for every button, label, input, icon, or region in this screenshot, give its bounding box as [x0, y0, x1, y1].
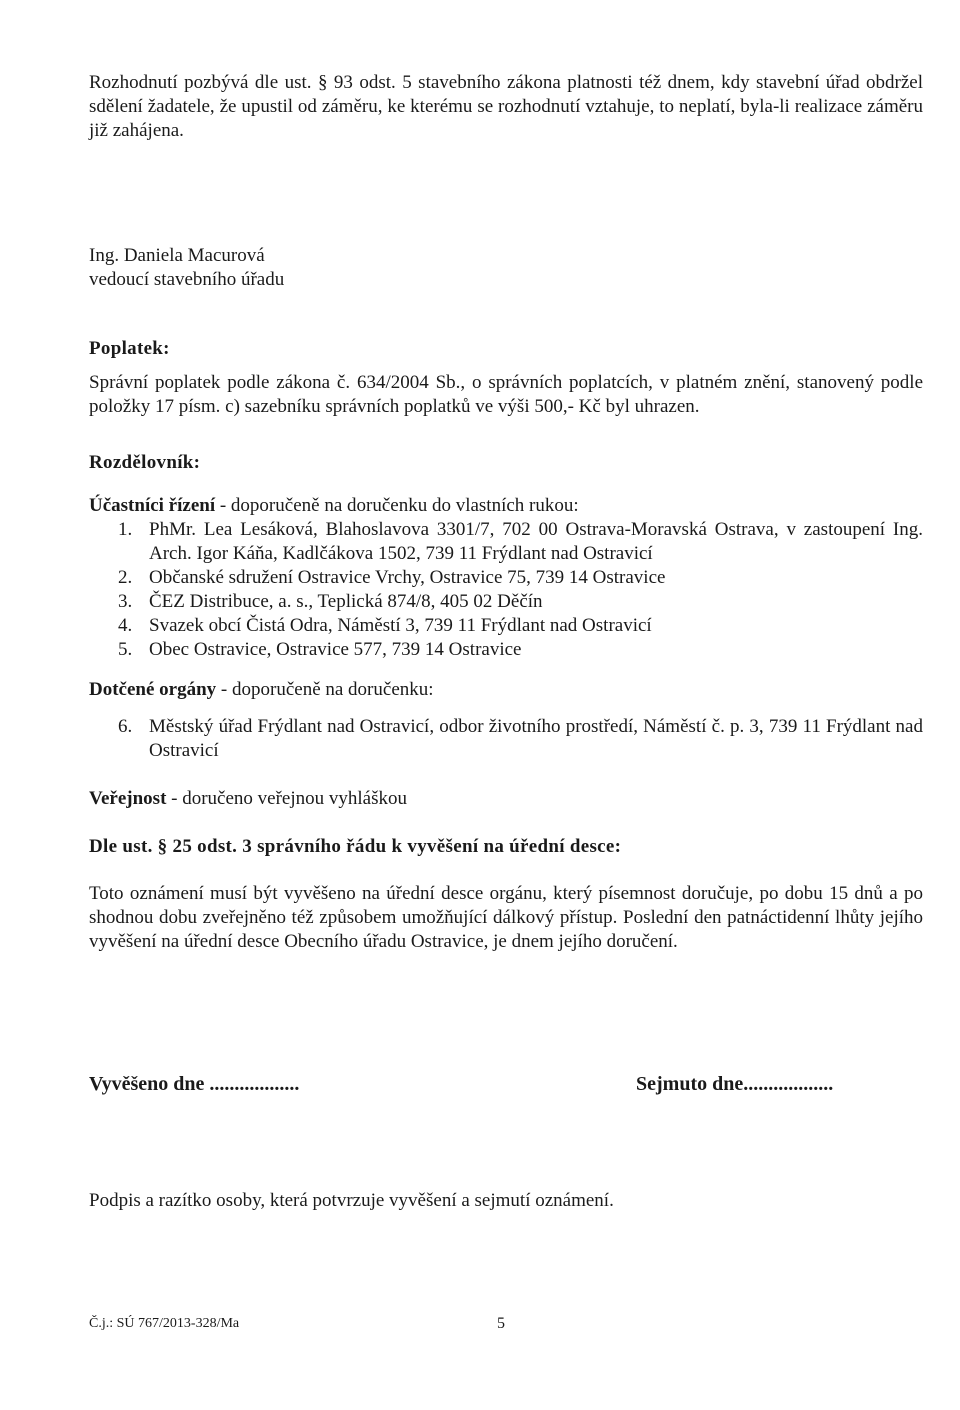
list-item-text: ČEZ Distribuce, a. s., Teplická 874/8, 405 02 Děčín: [149, 591, 543, 612]
signature-note: Podpis a razítko osoby, která potvrzuje vyvěšení a sejmutí oznámení.: [89, 1190, 614, 1211]
list-item-text: Městský úřad Frýdlant nad Ostravicí, odbor životního prostředí, Náměstí č. p. 3, 739 11 Frýdlant nad Ostravicí: [149, 716, 923, 761]
list-item-text: Občanské sdružení Ostravice Vrchy, Ostravice 75, 739 14 Ostravice: [149, 567, 666, 588]
participants-label: Účastníci řízení: [89, 495, 216, 516]
reference-number: Č.j.: SÚ 767/2013-328/Ma: [89, 1316, 240, 1331]
list-item: [89, 518, 923, 566]
participants-line: [89, 494, 923, 518]
posted-label: Vyvěšeno dne ..................: [89, 1073, 300, 1095]
list-item: [89, 566, 923, 590]
signatory-role: vedoucí stavebního úřadu: [89, 269, 285, 290]
distribution-heading: Rozdělovník:: [89, 452, 201, 473]
public-line: [89, 787, 923, 811]
page-number: 5: [497, 1315, 505, 1332]
signatory-block: [89, 244, 923, 292]
authorities-note: - doporučeně na doručenku:: [216, 679, 434, 700]
list-item-number: 3.: [118, 591, 133, 612]
list-item-number: 4.: [118, 615, 133, 636]
list-item-text: Svazek obcí Čistá Odra, Náměstí 3, 739 11 Frýdlant nad Ostravicí: [149, 615, 652, 636]
list-item-text: PhMr. Lea Lesáková, Blahoslavova 3301/7, 702 00 Ostrava-Moravská Ostrava, v zastoupení Ing. Arch. Igor Káňa, Kadlčákova 1502, 739 11 Frýdlant nad Ostravicí: [149, 519, 923, 564]
list-item-text: Obec Ostravice, Ostravice 577, 739 14 Ostravice: [149, 639, 522, 660]
authorities-list: [89, 715, 923, 763]
participants-list: [89, 518, 923, 662]
list-item: [89, 590, 923, 614]
authorities-line: [89, 678, 923, 702]
notice-text: Toto oznámení musí být vyvěšeno na úřední desce orgánu, který písemnost doručuje, po dobu 15 dnů a po shodnou dobu zveřejněno též způsobem umožňující dálkový přístup. Poslední den patnáctidenní lhůty jejího vyvěšení na úřední desce Obecního úřadu Ostravice, je dnem jejího doručení.: [89, 883, 923, 952]
fee-heading: Poplatek:: [89, 338, 170, 359]
list-item: [89, 638, 923, 662]
intro-paragraph: Rozhodnutí pozbývá dle ust. § 93 odst. 5 stavebního zákona platnosti též dnem, kdy stavební úřad obdržel sdělení žadatele, že upustil od záměru, ke kterému se rozhodnutí vztahuje, to neplatí, byla-li realizace záměru již zahájena.: [89, 72, 923, 141]
list-item-number: 6.: [118, 716, 133, 737]
list-item-number: 5.: [118, 639, 133, 660]
list-item: [89, 715, 923, 763]
signatory-name: Ing. Daniela Macurová: [89, 245, 265, 266]
list-item-number: 1.: [118, 519, 133, 540]
removed-label: Sejmuto dne..................: [636, 1073, 834, 1095]
participants-note: - doporučeně na doručenku do vlastních rukou:: [215, 495, 579, 516]
public-label: Veřejnost: [89, 788, 167, 809]
notice-heading: Dle ust. § 25 odst. 3 správního řádu k vyvěšení na úřední desce:: [89, 836, 622, 857]
posted-removed-row: [89, 1072, 923, 1096]
fee-text: Správní poplatek podle zákona č. 634/2004 Sb., o správních poplatcích, v platném znění, stanovený podle položky 17 písm. c) sazebníku správních poplatků ve výši 500,- Kč byl uhrazen.: [89, 372, 923, 417]
list-item-number: 2.: [118, 567, 133, 588]
authorities-label: Dotčené orgány: [89, 679, 217, 700]
public-note: - doručeno veřejnou vyhláškou: [166, 788, 408, 809]
list-item: [89, 614, 923, 638]
